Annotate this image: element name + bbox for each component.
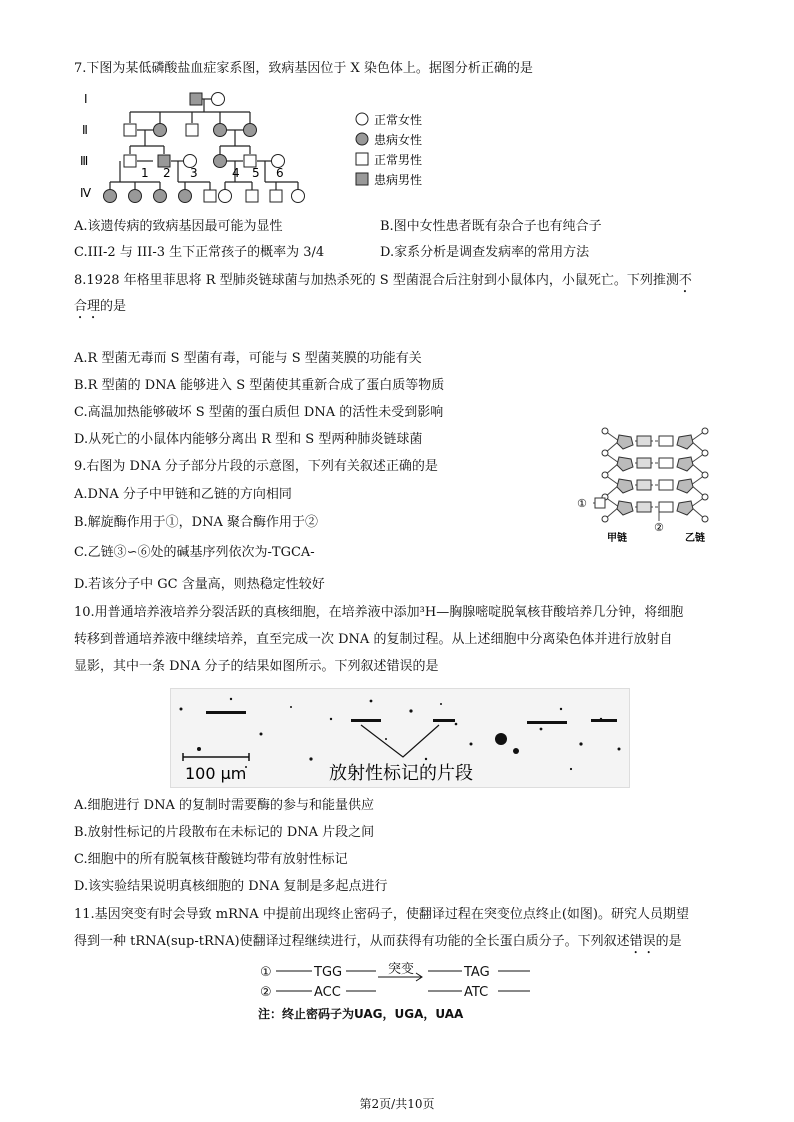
normal-male-symbol [124, 124, 136, 136]
individual-number: 3 [190, 166, 198, 180]
normal-male-symbol [204, 190, 216, 202]
dna-structure-diagram [575, 425, 725, 545]
legend-affected-male: 患病男性 [374, 173, 423, 187]
affected-female-symbol [214, 155, 227, 168]
strand-2-before: ACC [314, 985, 341, 1000]
q9-option-d: D.若该分子中 GC 含量高，则热稳定性较好 [74, 577, 325, 592]
strand-1-label: ① [260, 965, 272, 980]
affected-female-symbol [154, 124, 167, 137]
affected-female-symbol [129, 190, 142, 203]
q10-option-b: B.放射性标记的片段散布在未标记的 DNA 片段之间 [74, 825, 375, 840]
q10-stem-line3: 显影，其中一条 DNA 分子的结果如图所示。下列叙述错误的是 [74, 659, 439, 674]
q7-option-d: D.家系分析是调查发病率的常用方法 [380, 245, 590, 260]
q9-option-c: C.乙链③∽⑥处的碱基序列依次为-TGCA- [74, 545, 315, 560]
q10-option-a: A.细胞进行 DNA 的复制时需要酶的参与和能量供应 [74, 798, 374, 813]
autoradiograph-figure [171, 689, 629, 787]
q7-option-b: B.图中女性患者既有杂合子也有纯合子 [380, 219, 602, 234]
q10-stem-line2: 转移到普通培养液中继续培养，直至完成一次 DNA 的复制过程。从上述细胞中分离染色体并进行放射自 [74, 632, 673, 647]
q10-stem-line1: 10.用普通培养液培养分裂活跃的真核细胞，在培养液中添加³H—胸腺嘧啶脱氧核苷酸培养几分钟，将细胞 [74, 605, 684, 620]
normal-male-symbol [124, 155, 136, 167]
affected-female-symbol [104, 190, 117, 203]
q8-stem-text: 8.1928 年格里菲思将 R 型肺炎链球菌与加热杀死的 S 型菌混合后注射到小鼠体内，小鼠死亡。下列推测 [74, 273, 679, 288]
q11-stem-emphasis: 错误 [629, 934, 656, 949]
q7-option-c: C.III-2 与 III-3 生下正常孩子的概率为 3/4 [74, 245, 325, 260]
autoradiograph-image [170, 688, 630, 788]
individual-number: 2 [163, 166, 171, 180]
q11-stem-line2 [74, 933, 682, 957]
q10-option-c: C.细胞中的所有脱氧核苷酸链均带有放射性标记 [74, 852, 348, 867]
affected-male-symbol [190, 93, 202, 105]
q8-stem [74, 272, 692, 296]
q7-stem: 7.下图为某低磷酸盐血症家系图，致病基因位于 X 染色体上。据图分析正确的是 [74, 61, 533, 76]
individual-number: 4 [232, 166, 240, 180]
q9-option-b: B.解旋酶作用于①，DNA 聚合酶作用于② [74, 515, 319, 530]
individual-number: 1 [141, 166, 149, 180]
q7-option-a: A.该遗传病的致病基因最可能为显性 [74, 219, 283, 234]
individual-number: 6 [276, 166, 284, 180]
page-footer: 第2页/共10页 [359, 1097, 435, 1111]
q8-option-d: D.从死亡的小鼠体内能够分离出 R 型和 S 型两种肺炎链球菌 [74, 432, 423, 447]
q8-option-c: C.高温加热能够破坏 S 型菌的蛋白质但 DNA 的活性未受到影响 [74, 405, 444, 420]
q11-stem-line1: 11.基因突变有时会导致 mRNA 中提前出现终止密码子，使翻译过程在突变位点终止(如图)。研究人员期望 [74, 907, 689, 922]
q10-option-d: D.该实验结果说明真核细胞的 DNA 复制是多起点进行 [74, 879, 388, 894]
affected-female-symbol [154, 190, 167, 203]
generation-label: Ⅲ [80, 154, 89, 168]
strand-1-before: TGG [314, 965, 343, 980]
q8-stem-emphasis: 合理 [74, 299, 101, 314]
q9-option-a: A.DNA 分子中甲链和乙链的方向相同 [74, 487, 292, 502]
pedigree-chart [80, 84, 480, 214]
normal-female-symbol [219, 190, 232, 203]
q8-stem-line2 [74, 298, 126, 322]
mutation-label: 突变 [388, 962, 415, 977]
normal-male-symbol [270, 190, 282, 202]
q11-stem-text: 的是 [655, 934, 682, 949]
affected-female-symbol [214, 124, 227, 137]
legend-normal-male-icon [356, 153, 368, 165]
legend-affected-male-icon [356, 173, 368, 185]
dna-label-2: ② [654, 521, 664, 534]
legend-affected-female: 患病女性 [374, 133, 423, 147]
legend-normal-female-icon [356, 113, 368, 125]
affected-female-symbol [179, 190, 192, 203]
figure-label: 放射性标记的片段 [329, 763, 473, 784]
q8-option-b: B.R 型菌的 DNA 能够进入 S 型菌使其重新合成了蛋白质等物质 [74, 378, 445, 393]
legend-normal-male: 正常男性 [374, 153, 423, 167]
normal-male-symbol [186, 124, 198, 136]
chain-a-label: 甲链 [607, 533, 627, 544]
q8-stem-emphasis: 不 [678, 273, 692, 288]
normal-female-symbol [292, 190, 305, 203]
q9-stem: 9.右图为 DNA 分子部分片段的示意图，下列有关叙述正确的是 [74, 459, 438, 474]
chain-b-label: 乙链 [685, 533, 705, 544]
strand-2-after: ATC [464, 985, 489, 1000]
mutation-diagram [258, 960, 538, 1026]
q8-stem-text: 的是 [100, 299, 127, 314]
generation-label: Ⅱ [82, 123, 88, 137]
individual-number: 5 [252, 166, 260, 180]
scale-label: 100 μm [185, 764, 247, 783]
strand-1-after: TAG [464, 965, 490, 980]
legend-affected-female-icon [356, 133, 368, 145]
codon-note: 注：终止密码子为UAG，UGA，UAA [258, 1007, 464, 1021]
q8-option-a: A.R 型菌无毒而 S 型菌有毒，可能与 S 型菌荚膜的功能有关 [74, 351, 422, 366]
dna-label-1: ① [577, 497, 587, 510]
legend-normal-female: 正常女性 [374, 113, 423, 127]
affected-female-symbol [244, 124, 257, 137]
generation-label: Ⅰ [84, 92, 88, 106]
strand-2-label: ② [260, 985, 272, 1000]
generation-label: Ⅳ [80, 186, 92, 200]
q11-stem-text: 得到一种 tRNA(sup-tRNA)使翻译过程继续进行，从而获得有功能的全长蛋白质分子。下列叙述 [74, 934, 630, 949]
normal-male-symbol [246, 190, 258, 202]
normal-female-symbol [212, 93, 225, 106]
